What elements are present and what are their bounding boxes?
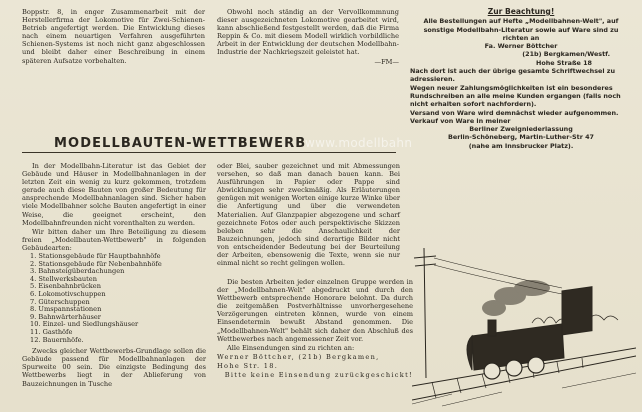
article-middle-lower	[217, 278, 413, 380]
list-item: 4. Stellwerksbauten	[30, 274, 97, 283]
list-item: 10. Einzel- und Siedlungshäuser	[30, 320, 139, 329]
list-item: 6. Lokomotivschuppen	[30, 290, 106, 298]
notice-line: Fa. Werner Böttcher	[484, 42, 558, 51]
article-paragraph: In der Modellbahn-Literatur ist das Gebiet der Gebäude und Häuser in Modellbahnanlagen in der letzten Zeit ein wenig zu kurz gekommen, trotzdem gerade auch diese Bauten von großer Bedeutung für ansprechende Modellbahnanlagen sind. Sicher haben viele Modellbahner solche Bauten angefertigt in einer Weise, die geeignet erscheint, den Modellbahnfreunden nicht vorenthalten zu werden.	[22, 162, 206, 227]
article-paragraph: Zwecks gleicher Wettbewerbs-Grundlage sollen die Gebäude passend für Modellbahnanlagen der Spurweite 00 sein. Die einzigste Bedingung des Wettbewerbs liegt in der Ablieferung von Bauzeichnungen in Tusche	[22, 347, 206, 388]
article-middle-column	[217, 162, 400, 268]
list-item: 12. Bauernhöfe.	[30, 335, 84, 344]
locomotive-chimney	[488, 320, 496, 336]
list-item: 5. Eisenbahnbrücken	[30, 282, 101, 291]
locomotive-wheel	[506, 360, 522, 376]
notice-line: Berlin-Schöneberg, Martin-Luther-Str 47	[447, 133, 594, 142]
address-line: Hohe Str. 18.	[217, 361, 279, 370]
list-item: 8. Umspannstationen	[30, 305, 102, 314]
locomotive-wheel	[484, 363, 500, 379]
notice-line: Berliner Zweigniederlassung	[469, 125, 573, 134]
list-item: 9. Bahnwärterhäuser	[30, 312, 101, 321]
notice-heading: Zur Beachtung!	[487, 7, 555, 16]
article-paragraph: Alle Einsendungen sind zu richten an:	[227, 343, 355, 352]
notice-line: Alle Bestellungen auf Hefte „Modellbahnen-Welt", auf sonstige Modellbahn-Literatur sowie auf Ware sind zu richten an	[423, 17, 619, 42]
notice-box	[410, 8, 632, 150]
intro-middle-column	[217, 8, 399, 67]
telegraph-pole	[424, 248, 426, 378]
steam-locomotive-drawing	[412, 228, 636, 408]
locomotive-cab	[562, 287, 592, 335]
list-item: 2. Stationsgebäude für Nebenbahnhöfe	[30, 259, 162, 268]
article-title: MODELLBAUTEN-WETTBEWERB	[54, 136, 307, 151]
notice-line: Nach dort ist auch der übrige gesamte Schriftwechsel zu adressieren.	[410, 67, 616, 84]
notice-line: Hohe Straße 18	[535, 58, 592, 67]
list-item: 11. Gasthöfe	[30, 327, 73, 336]
list-item: 3. Bahnsteigüberdachungen	[30, 267, 125, 276]
article-paragraph: Die besten Arbeiten jeder einzelnen Gruppe werden in der „Modellbahnen-Welt" abgedruckt und durch den Wettbewerb entsprechende Honorare belohnt. Da durch die zeitgemäßen Postverhältnisse unvorhergesehene Verzögerungen eintreten können, wurde von einem Einsendetermin bewußt Abstand genommen. Die „Modellbahnen-Welt" behält sich daher den Abschluß des Wettbewerbes nach angemessener Zeit vor.	[217, 278, 413, 343]
intro-signature: —FM—	[374, 57, 399, 66]
list-item: 7. Güterschuppen	[30, 297, 90, 306]
list-item: 1. Stationsgebäude für Hauptbahnhöfe	[30, 252, 161, 261]
intro-left-column	[22, 8, 205, 66]
notice-line: Wegen neuer Zahlungsmöglichkeiten ist ein besonderes Rundschreiben an alle meine Kunden ergangen (falls noch nicht erhalten sofort nachfordern).	[410, 83, 621, 109]
intro-middle-text: Obwohl noch ständig an der Vervollkommnung dieser ausgezeichneten Lokomotive gearbeitet wird, kann abschließend festgestellt werden, daß die Firma Reppin & Co. mit diesem Modell wirklich vorbildliche Arbeit in der Entwicklung der deutschen Modellbahn-Industrie der Nachkriegszeit geleistet hat.	[217, 8, 399, 57]
notice-line: (nahe am Innsbrucker Platz).	[468, 141, 574, 150]
closing-note: Bitte keine Einsendung zurückgeschickt!	[224, 371, 413, 380]
building-type-list	[22, 253, 206, 344]
notice-line: (21b) Bergkamen/Westf.	[522, 50, 610, 59]
article-left-column	[22, 162, 206, 389]
watermark-text: www.modellbahn	[305, 136, 413, 150]
title-rule	[22, 152, 396, 153]
article-paragraph: Wir bitten daher um Ihre Beteiligung zu diesem freien „Modellbauten-Wettbewerb" in folgenden Gebäudearten:	[22, 227, 206, 252]
notice-line: Versand von Ware wird demnächst wieder aufgenommen. Verkauf von Ware in meiner	[410, 108, 619, 125]
locomotive-wheel	[528, 357, 544, 373]
address-line: Werner Böttcher, (21b) Bergkamen,	[217, 352, 380, 361]
article-paragraph: oder Blei, sauber gezeichnet und mit Abmessungen versehen, so daß man danach bauen kann. Bei Ausführungen in Papier oder Pappe sind Abwicklungen sehr zweckmäßig. Als Erläuterungen genügen mit wenigen Worten einige kurze Winke über die Anfertigung und über die verwendeten Materialien. Auf Glanzpapier abgezogene und scharf gezeichnete Fotos oder auch perspektivische Skizzen beleben sehr die Anschaulichkeit der Bauzeichnungen, jedoch sind derartige Bilder nicht von entscheidender Bedeutung bei der Beurteilung der Arbeiten, ebensowenig die Texte, wenn sie nur einmal nicht so recht gelingen wollen.	[217, 162, 400, 268]
intro-left-text: Boppstr. 8, in enger Zusammenarbeit mit der Herstellerfirma der Lokomotive für Zwei-Schienen-Betrieb angefertigt werden. Die Entwicklung dieses nach einem neuartigen Verfahren ausgeführten Schienen-Systems ist noch nicht ganz abgeschlossen und bleibt daher einer Beschreibung in einem späteren Aufsatze vorbehalten.	[22, 8, 205, 65]
